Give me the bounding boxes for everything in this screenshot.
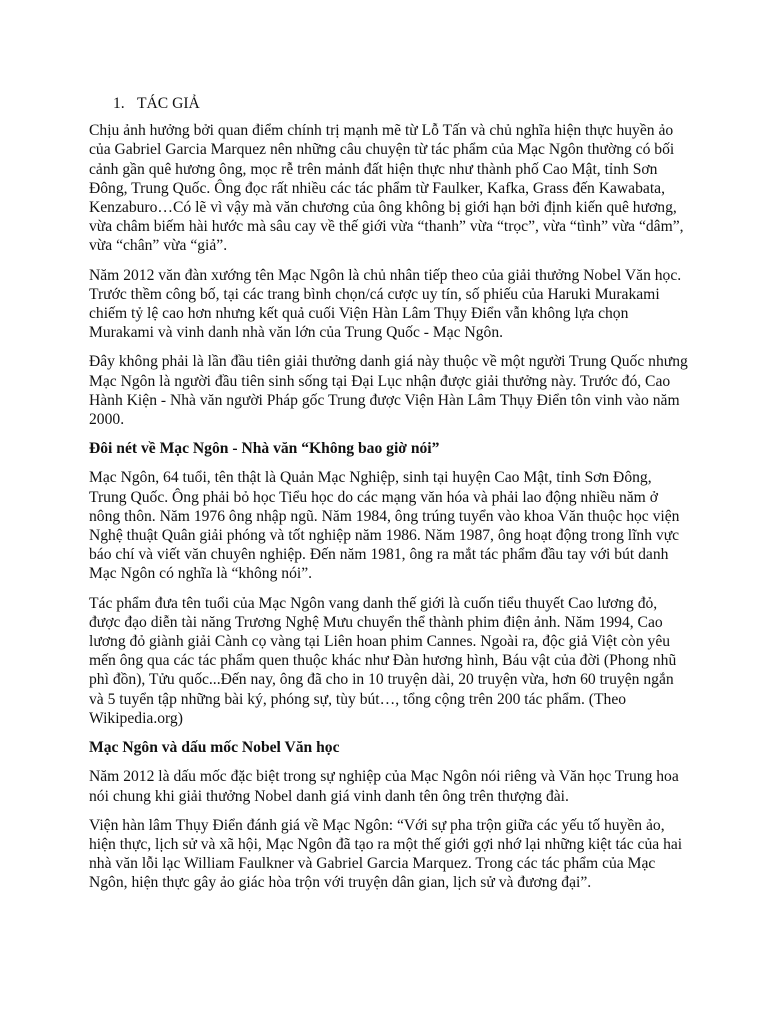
- section-title: Mạc Ngôn và dấu mốc Nobel Văn học: [89, 739, 340, 757]
- document-content: [89, 94, 689, 903]
- heading-item: [113, 94, 689, 113]
- heading-text: TÁC GIẢ: [137, 95, 200, 112]
- section-title: Đôi nét về Mạc Ngôn - Nhà văn “Không bao giờ nói”: [89, 440, 440, 458]
- paragraph: Năm 2012 là dấu mốc đặc biệt trong sự nghiệp của Mạc Ngôn nói riêng và Văn học Trung hoa nói chung khi giải thưởng Nobel danh giá vinh danh tên ông trên thượng đài.: [89, 768, 679, 805]
- paragraph: Viện hàn lâm Thụy Điển đánh giá về Mạc Ngôn: “Với sự pha trộn giữa các yếu tố huyền ảo, hiện thực, lịch sử và xã hội, Mạc Ngôn đã tạo ra một thế giới gợi nhớ lại những kiệt tác của hai nhà văn lỗi lạc William Faulkner và Gabriel Garcia Marquez. Trong các tác phẩm của Mạc Ngôn, hiện thực gây ảo giác hòa trộn với truyện dân gian, lịch sử và đương đại”.: [89, 816, 683, 892]
- paragraph: Chịu ảnh hưởng bởi quan điểm chính trị mạnh mẽ từ Lỗ Tấn và chủ nghĩa hiện thực huyền ảo của Gabriel Garcia Marquez nên những câu chuyện từ tác phẩm của Mạc Ngôn thường có bối cảnh gần quê hương ông, mọc rễ trên mảnh đất hiện thực như thành phố Cao Mật, tỉnh Sơn Đông, Trung Quốc. Ông đọc rất nhiều các tác phẩm từ Faulker, Kafka, Grass đến Kawabata, Kenzaburo…Có lẽ vì vậy mà văn chương của ông không bị giới hạn bởi định kiến quê hương, vừa châm biếm hài hước mà sâu cay về thế giới vừa “thanh” vừa “trọc”, vừa “tình” vừa “dâm”, vừa “chân” vừa “giả”.: [89, 122, 684, 255]
- paragraph: Mạc Ngôn, 64 tuổi, tên thật là Quản Mạc Nghiệp, sinh tại huyện Cao Mật, tỉnh Sơn Đông, Trung Quốc. Ông phải bỏ học Tiểu học do các mạng văn hóa và phải lao động nhiều năm ở nông thôn. Năm 1976 ông nhập ngũ. Năm 1984, ông trúng tuyển vào khoa Văn thuộc học viện Nghệ thuật Quân giải phóng và tốt nghiệp năm 1986. Năm 1987, ông hoạt động trong lĩnh vực báo chí và viết văn chuyên nghiệp. Đến năm 1981, ông ra mắt tác phẩm đầu tay với bút danh Mạc Ngôn có nghĩa là “không nói”.: [89, 469, 680, 583]
- heading-number: 1.: [113, 95, 125, 112]
- numbered-heading: [89, 94, 689, 113]
- paragraph: Năm 2012 văn đàn xướng tên Mạc Ngôn là chủ nhân tiếp theo của giải thưởng Nobel Văn học. Trước thềm công bố, tại các trang bình chọn/cá cược uy tín, số phiếu của Haruki Murakami chiếm tỷ lệ cao hơn nhưng kết quả cuối Viện Hàn Lâm Thụy Điển vẫn không lựa chọn Murakami và vinh danh nhà văn lớn của Trung Quốc - Mạc Ngôn.: [89, 266, 682, 342]
- paragraph: Đây không phải là lần đầu tiên giải thưởng danh giá này thuộc về một người Trung Quốc nhưng Mạc Ngôn là người đầu tiên sinh sống tại Đại Lục nhận được giải thưởng này. Trước đó, Cao Hành Kiện - Nhà văn người Pháp gốc Trung được Viện Hàn Lâm Thụy Điển tôn vinh vào năm 2000.: [89, 353, 688, 429]
- paragraph: Tác phẩm đưa tên tuổi của Mạc Ngôn vang danh thế giới là cuốn tiểu thuyết Cao lương đỏ, được đạo diễn tài năng Trương Nghệ Mưu chuyển thể thành phim điện ảnh. Năm 1994, Cao lương đỏ giành giải Cành cọ vàng tại Liên hoan phim Cannes. Ngoài ra, độc giả Việt còn yêu mến ông qua các tác phẩm quen thuộc khác như Đàn hương hình, Báu vật của đời (Phong nhũ phì đồn), Tửu quốc...Đến nay, ông đã cho in 10 truyện dài, 20 truyện vừa, hơn 60 truyện ngắn và 5 tuyển tập những bài ký, phóng sự, tùy bút…, tổng cộng trên 200 tác phẩm. (Theo Wikipedia.org): [89, 594, 677, 727]
